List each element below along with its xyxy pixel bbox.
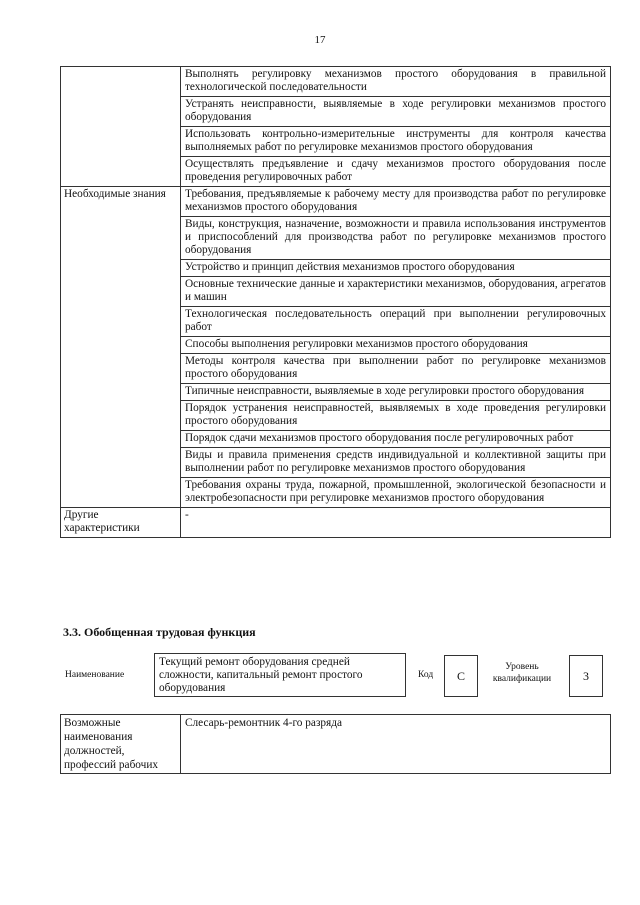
code-box: С bbox=[444, 655, 478, 697]
knowledge-item: Технологическая последовательность операций при выполнении регулировочных работ bbox=[181, 307, 611, 337]
function-name-box: Текущий ремонт оборудования средней сложности, капитальный ремонт простого оборудования bbox=[154, 653, 406, 697]
table-row bbox=[61, 187, 611, 217]
generalized-function-row bbox=[63, 651, 611, 703]
possible-jobs-label: Возможные наименования должностей, профессий рабочих bbox=[61, 715, 181, 774]
skills-item: Устранять неисправности, выявляемые в ходе регулировки механизмов простого оборудования bbox=[181, 97, 611, 127]
other-characteristics-value: - bbox=[181, 508, 611, 538]
section-heading: 3.3. Обобщенная трудовая функция bbox=[63, 625, 256, 639]
skills-item: Использовать контрольно-измерительные инструменты для контроля качества выполняемых работ по регулировке механизмов простого оборудования bbox=[181, 127, 611, 157]
requirements-table bbox=[60, 66, 611, 538]
qualification-level-box: 3 bbox=[569, 655, 603, 697]
knowledge-item: Способы выполнения регулировки механизмов простого оборудования bbox=[181, 337, 611, 354]
skills-label-cell bbox=[61, 67, 181, 187]
skills-item: Осуществлять предъявление и сдачу механизмов простого оборудования после проведения регулировочных работ bbox=[181, 157, 611, 187]
possible-jobs-value: Слесарь-ремонтник 4-го разряда bbox=[181, 715, 611, 774]
skills-item: Выполнять регулировку механизмов простого оборудования в правильной технологической последовательности bbox=[181, 67, 611, 97]
knowledge-item: Порядок сдачи механизмов простого оборудования после регулировочных работ bbox=[181, 431, 611, 448]
knowledge-item: Порядок устранения неисправностей, выявляемых в ходе проведения регулировки простого оборудования bbox=[181, 401, 611, 431]
knowledge-item: Устройство и принцип действия механизмов простого оборудования bbox=[181, 260, 611, 277]
knowledge-item: Основные технические данные и характеристики механизмов, оборудования, агрегатов и машин bbox=[181, 277, 611, 307]
table-row bbox=[61, 67, 611, 97]
possible-jobs-table bbox=[60, 714, 611, 774]
qualification-level-label: Уровень квалификации bbox=[492, 662, 552, 684]
code-label: Код bbox=[418, 670, 434, 680]
name-label: Наименование bbox=[65, 670, 125, 680]
table-row bbox=[61, 508, 611, 538]
page-number: 17 bbox=[314, 34, 326, 46]
knowledge-item: Типичные неисправности, выявляемые в ходе регулировки простого оборудования bbox=[181, 384, 611, 401]
knowledge-label: Необходимые знания bbox=[61, 187, 181, 508]
knowledge-item: Требования охраны труда, пожарной, промышленной, экологической безопасности и электробезопасности при регулировке механизмов простого оборудования bbox=[181, 478, 611, 508]
knowledge-item: Требования, предъявляемые к рабочему месту для производства работ по регулировке механизмов простого оборудования bbox=[181, 187, 611, 217]
knowledge-item: Методы контроля качества при выполнении работ по регулировке механизмов простого оборудования bbox=[181, 354, 611, 384]
knowledge-item: Виды и правила применения средств индивидуальной и коллективной защиты при выполнении работ по регулировке механизмов простого оборудования bbox=[181, 448, 611, 478]
other-characteristics-label: Другие характеристики bbox=[61, 508, 181, 538]
knowledge-item: Виды, конструкция, назначение, возможности и правила использования инструментов и приспособлений для производства работ по регулировке механизмов простого оборудования bbox=[181, 217, 611, 260]
table-row bbox=[61, 715, 611, 774]
